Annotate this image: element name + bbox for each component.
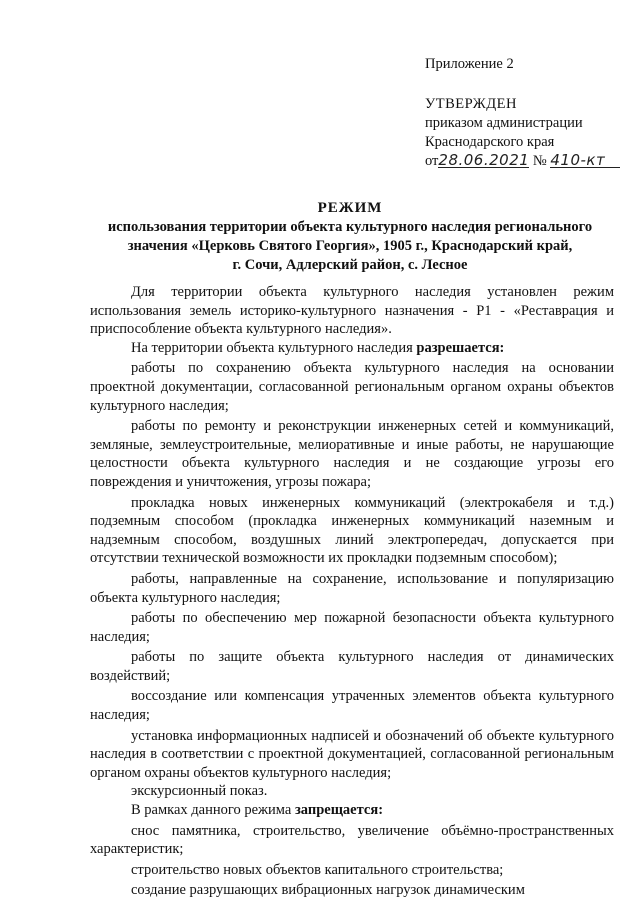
forbidden-item: создание разрушающих вибрационных нагрузок динамическим	[131, 882, 525, 899]
permitted-item: работы по обеспечению мер пожарной безопасности объекта культурного наследия;	[90, 610, 614, 645]
permitted-lead-paragraph	[90, 339, 614, 358]
permitted-item: экскурсионный показ.	[131, 783, 268, 800]
forbidden-item: снос памятника, строительство, увеличение объёмно-пространственных характеристик;	[90, 822, 614, 858]
document-subtitle	[70, 218, 630, 275]
approval-block	[425, 95, 620, 171]
number-prefix: №	[532, 153, 547, 169]
permitted-item: работы по защите объекта культурного наследия от динамических воздействий;	[90, 649, 614, 684]
order-date-number	[425, 152, 620, 171]
handwritten-number: 410-кт	[550, 153, 620, 168]
approved-title: УТВЕРЖДЕН	[425, 96, 517, 112]
permitted-item: воссоздание или компенсация утраченных элементов объекта культурного наследия;	[90, 688, 614, 724]
subtitle-line-2: значения «Церковь Святого Георгия», 1905 г., Краснодарский край,	[127, 238, 573, 254]
permitted-lead: На территории объекта культурного наследия	[131, 339, 417, 356]
intro-paragraph: Для территории объекта культурного наследия установлен режим использования земель историко-культурного назначения - Р1 - «Реставрация и приспособление объекта культурного наследия».	[90, 284, 614, 338]
approved-line-1: приказом администрации	[425, 115, 583, 131]
forbidden-keyword: запрещается:	[294, 802, 384, 819]
forbidden-item: строительство новых объектов капитального строительства;	[131, 861, 504, 878]
permitted-item: работы по ремонту и реконструкции инженерных сетей и коммуникаций, земляные, землеустроительные, мелиоративные и иные работы, не нарушающие целостности объекта культурного наследия и не создающие угрозы его повреждения и уничтожения, угрозы пожара;	[90, 418, 614, 490]
handwritten-date: 28.06.2021	[438, 151, 530, 169]
approved-line-2: Краснодарского края	[425, 134, 555, 150]
document-body	[90, 283, 614, 900]
forbidden-lead: В рамках данного режима	[131, 802, 295, 819]
permitted-keyword: разрешается:	[416, 339, 505, 356]
subtitle-line-1: использования территории объекта культурного наследия регионального	[107, 219, 593, 235]
permitted-item: установка информационных надписей и обозначений об объекте культурного наследия в соответствии с проектной документацией, согласованной региональным органом охраны объектов культурного наследия;	[90, 727, 614, 781]
appendix-label: Приложение 2	[425, 56, 514, 72]
subtitle-line-3: г. Сочи, Адлерский район, с. Лесное	[232, 257, 468, 273]
permitted-item: работы, направленные на сохранение, использование и популяризацию объекта культурного наследия;	[90, 570, 614, 606]
forbidden-lead-paragraph	[90, 801, 614, 820]
date-prefix: от	[425, 153, 439, 169]
permitted-item: прокладка новых инженерных коммуникаций (электрокабеля и т.д.) подземным способом (прокладка инженерных коммуникаций наземным и надземным способом, воздушных линий электропередач, допускается при отсутствии технической возможности их прокладки подземным способом);	[90, 494, 614, 567]
document-title: РЕЖИМ	[317, 200, 383, 216]
permitted-item: работы по сохранению объекта культурного наследия на основании проектной документации, согласованной региональным органом охраны объектов культурного наследия;	[90, 360, 614, 414]
